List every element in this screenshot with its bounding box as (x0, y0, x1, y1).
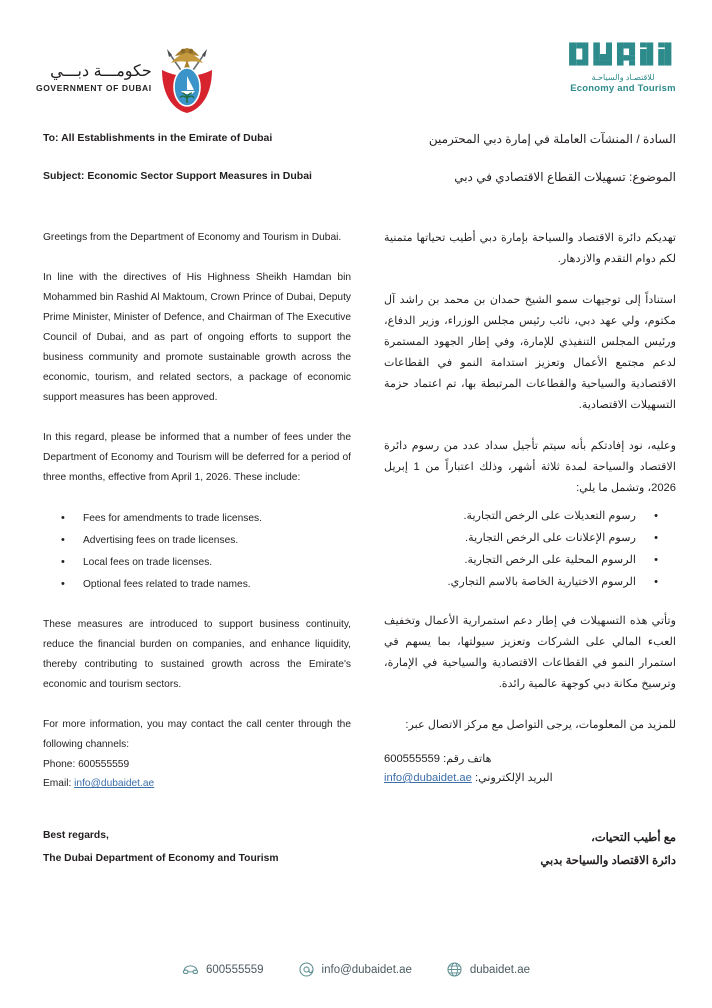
address-block (0, 132, 712, 208)
subject-arabic: الموضوع: تسهيلات القطاع الاقتصادي في دبي (454, 170, 676, 184)
dubai-economy-tourism-logo (568, 38, 678, 94)
government-logo-english: GOVERNMENT OF DUBAI (36, 82, 152, 93)
regards-row (0, 830, 712, 853)
list-item: • Fees for amendments to trade licenses. (83, 508, 351, 529)
paragraph-contact-ar: للمزيد من المعلومات، يرجى التواصل مع مركز الاتصال عبر: (405, 719, 676, 731)
regards-arabic: مع أطيب التحيات، (591, 832, 676, 844)
footer-phone-text: 600555559 (205, 963, 264, 976)
government-of-dubai-logo (36, 40, 216, 116)
footer-website[interactable] (446, 961, 530, 978)
list-item: • Local fees on trade licenses. (83, 552, 351, 573)
list-item: • الرسوم الاختيارية الخاصة بالاسم التجاري. (384, 571, 636, 593)
footer-phone[interactable] (182, 961, 264, 978)
email-label-ar: البريد الإلكتروني: (474, 772, 553, 784)
document-footer (0, 961, 712, 978)
dubai-logo-english-subtitle: Economy and Tourism (570, 83, 676, 94)
document-header (0, 22, 712, 118)
email-label-en: Email: (43, 778, 72, 789)
regards-english: Best regards, (43, 830, 109, 841)
paragraph-greeting-ar: تهديكم دائرة الاقتصاد والسياحة بإمارة دبي أطيب تحياتها متمنية لكم دوام التقدم والازدهار. (384, 232, 676, 265)
government-logo-text (36, 63, 152, 93)
dubai-wordmark-icon (568, 38, 678, 70)
paragraph-directives-en: In line with the directives of His Highness Sheikh Hamdan bin Mohammed bin Rashid Al Maktoum, Crown Prince of Dubai, Deputy Prime Minister, Minister of Defence, and Chairman of The Executive Council of Dubai, and as part of ongoing efforts to support the business community and promote sustainable growth across the economic, tourism, and related sectors, a package of economic support measures has been approved. (43, 272, 351, 403)
email-line-ar (384, 769, 676, 788)
list-item: • Optional fees related to trade names. (83, 574, 351, 595)
footer-website-text: dubaidet.ae (469, 963, 530, 976)
recipient-arabic: السادة / المنشآت العاملة في إمارة دبي المحترمين (428, 132, 676, 146)
department-arabic: دائرة الاقتصاد والسياحة بدبي (540, 855, 676, 867)
paragraph-contact-en: For more information, you may contact the call center through the following channels: (43, 719, 351, 750)
paragraph-measures-ar: وتأتي هذه التسهيلات في إطار دعم استمرارية الأعمال وتخفيف العبء المالي على الشركات وتعزيز سيولتها، بما يسهم في استمرار النمو في القطاعات الاقتصادية والسياحية في الإمارة، وترسيخ مكانة دبي كوجهة عالمية رائدة. (384, 615, 676, 690)
email-line-en (43, 774, 351, 793)
department-english: The Dubai Department of Economy and Tourism (43, 853, 279, 864)
footer-email-text: info@dubaidet.ae (321, 963, 412, 976)
uae-emblem-icon (158, 40, 216, 116)
list-item: • رسوم الإعلانات على الرخص التجارية. (384, 527, 636, 549)
at-sign-icon (298, 961, 315, 978)
signature-block (0, 830, 712, 876)
recipient-row (0, 132, 712, 170)
arabic-column (384, 228, 676, 788)
government-logo-arabic: حكومـــة دبـــي (50, 63, 152, 81)
list-item: • Advertising fees on trade licenses. (83, 530, 351, 551)
subject-row (0, 170, 712, 208)
letter-body (0, 228, 712, 888)
footer-email[interactable] (298, 961, 412, 978)
list-item: • رسوم التعديلات على الرخص التجارية. (384, 505, 636, 527)
department-row (0, 853, 712, 876)
fee-list-ar (384, 505, 676, 593)
list-item: • الرسوم المحلية على الرخص التجارية. (384, 549, 636, 571)
paragraph-deferral-ar: وعليه، نود إفادتكم بأنه سيتم تأجيل سداد عدد من رسوم دائرة الاقتصاد والسياحة لمدة ثلاثة أشهر، وذلك اعتباراً من 1 إبريل 2026، وتشمل ما يلي: (384, 440, 676, 494)
telephone-icon (182, 961, 199, 978)
email-link-en[interactable]: info@dubaidet.ae (74, 778, 155, 789)
fee-list-en (43, 508, 351, 595)
phone-line-ar: هاتف رقم: 600555559 (384, 753, 492, 765)
phone-line-en: Phone: 600555559 (43, 759, 130, 770)
dubai-logo-arabic-subtitle: للاقتصـاد والسياحـة (591, 73, 655, 82)
email-link-ar[interactable]: info@dubaidet.ae (384, 772, 472, 784)
subject-english: Subject: Economic Sector Support Measures in Dubai (43, 170, 312, 182)
recipient-english: To: All Establishments in the Emirate of Dubai (43, 132, 273, 144)
paragraph-greeting-en: Greetings from the Department of Economy and Tourism in Dubai. (43, 232, 342, 243)
paragraph-measures-en: These measures are introduced to support business continuity, reduce the financial burden on companies, and enhance liquidity, thereby contributing to sustained growth across the Emirate's economic and tourism sectors. (43, 619, 351, 690)
paragraph-directives-ar: استناداً إلى توجيهات سمو الشيخ حمدان بن محمد بن راشد آل مكتوم، ولي عهد دبي، نائب رئيس مجلس الوزراء، وزير الدفاع، ورئيس المجلس التنفيذي للإمارة، وفي إطار الجهود المستمرة لدعم مجتمع الأعمال وتعزيز استدامة النمو في القطاعات الاقتصادية والسياحية والقطاعات المرتبطة بها، تم اعتماد حزمة التسهيلات الاقتصادية. (384, 294, 676, 411)
english-column (43, 228, 351, 793)
globe-icon (446, 961, 463, 978)
paragraph-deferral-en: In this regard, please be informed that a number of fees under the Department of Economy and Tourism will be deferred for a period of three months, effective from April 1, 2026. These include: (43, 432, 351, 483)
